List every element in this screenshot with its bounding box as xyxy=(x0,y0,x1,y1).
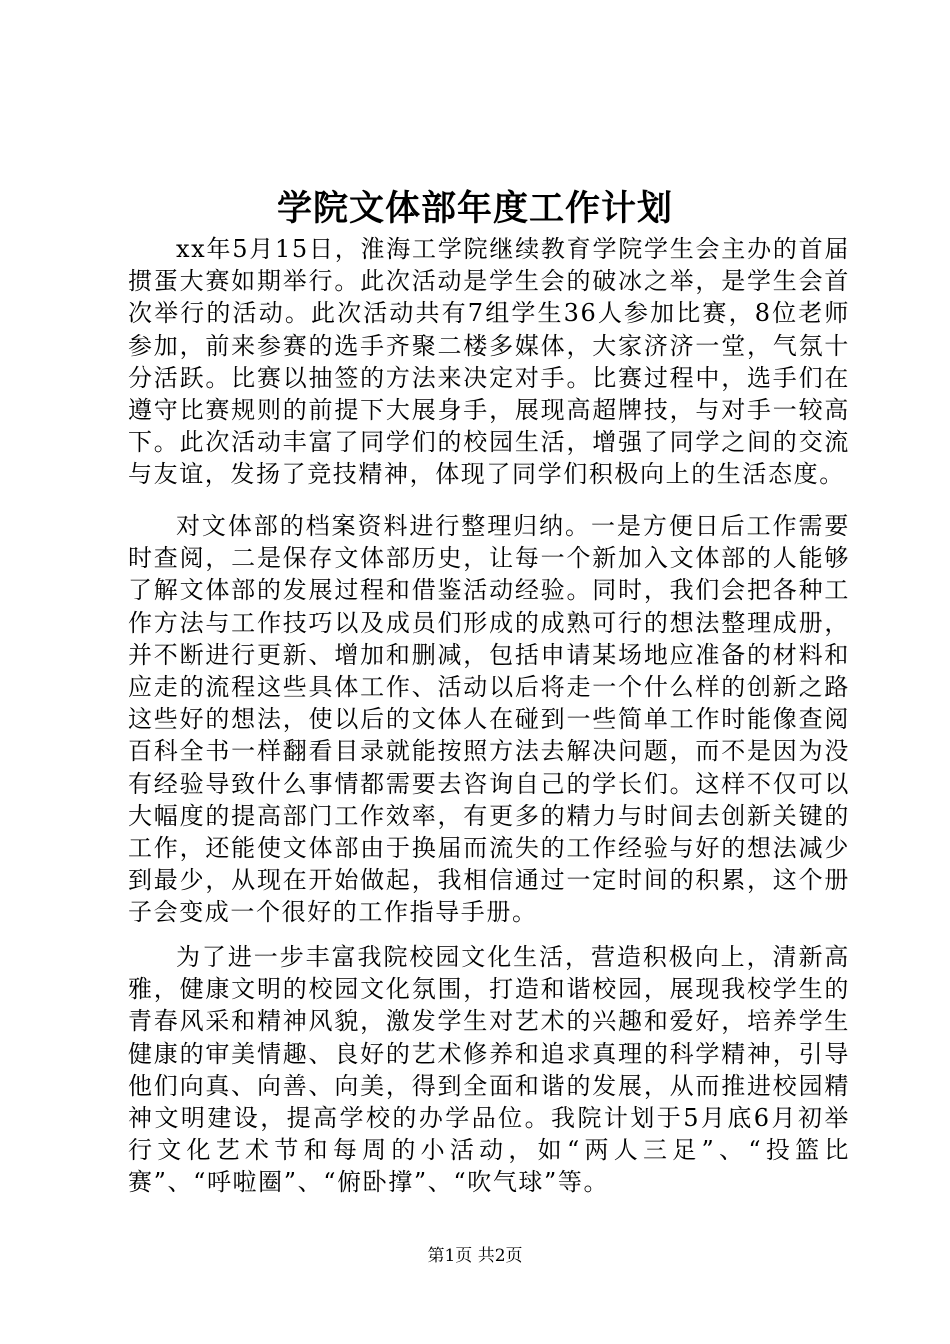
paragraph-3-block xyxy=(128,941,850,1199)
document-title: 学院文体部年度工作计划 xyxy=(276,188,673,229)
page-footer xyxy=(0,1244,950,1268)
paragraph-2-block xyxy=(128,510,850,929)
paragraph-1: xx年5月15日，淮海工学院继续教育学院学生会主办的首届掼蛋大赛如期举行。此次活动是学生会的破冰之举，是学生会首次举行的活动。此次活动共有7组学生36人参加比赛，8位老师参加，前来参赛的选手齐聚二楼多媒体，大家济济一堂，气氛十分活跃。比赛以抽签的方法来决定对手。比赛过程中，选手们在遵守比赛规则的前提下大展身手，展现高超牌技，与对手一较高下。此次活动丰富了同学们的校园生活，增强了同学之间的交流与友谊，发扬了竞技精神，体现了同学们积极向上的生活态度。 xyxy=(128,235,850,489)
paragraph-2: 对文体部的档案资料进行整理归纳。一是方便日后工作需要时查阅，二是保存文体部历史，让每一个新加入文体部的人能够了解文体部的发展过程和借鉴活动经验。同时，我们会把各种工作方法与工作技巧以及成员们形成的成熟可行的想法整理成册，并不断进行更新、增加和删减，包括申请某场地应准备的材料和应走的流程这些具体工作、活动以后将走一个什么样的创新之路这些好的想法，使以后的文体人在碰到一些简单工作时能像查阅百科全书一样翻看目录就能按照方法去解决问题，而不是因为没有经验导致什么事情都需要去咨询自己的学长们。这样不仅可以大幅度的提高部门工作效率，有更多的精力与时间去创新关键的工作，还能使文体部由于换届而流失的工作经验与好的想法减少到最少，从现在开始做起，我相信通过一定时间的积累，这个册子会变成一个很好的工作指导手册。 xyxy=(128,512,850,927)
paragraph-1-block xyxy=(128,233,850,491)
paragraph-3: 为了进一步丰富我院校园文化生活，营造积极向上，清新高雅，健康文明的校园文化氛围，打造和谐校园，展现我校学生的青春风采和精神风貌，激发学生对艺术的兴趣和爱好，培养学生健康的审美情趣、良好的艺术修养和追求真理的科学精神，引导他们向真、向善、向美，得到全面和谐的发展，从而推进校园精神文明建设，提高学校的办学品位。我院计划于5月底6月初举行文化艺术节和每周的小活动，如“两人三足”、“投篮比赛”、“呼啦圈”、“俯卧撑”、“吹气球”等。 xyxy=(128,943,850,1197)
page-indicator: 第1页 共2页 xyxy=(427,1246,523,1266)
